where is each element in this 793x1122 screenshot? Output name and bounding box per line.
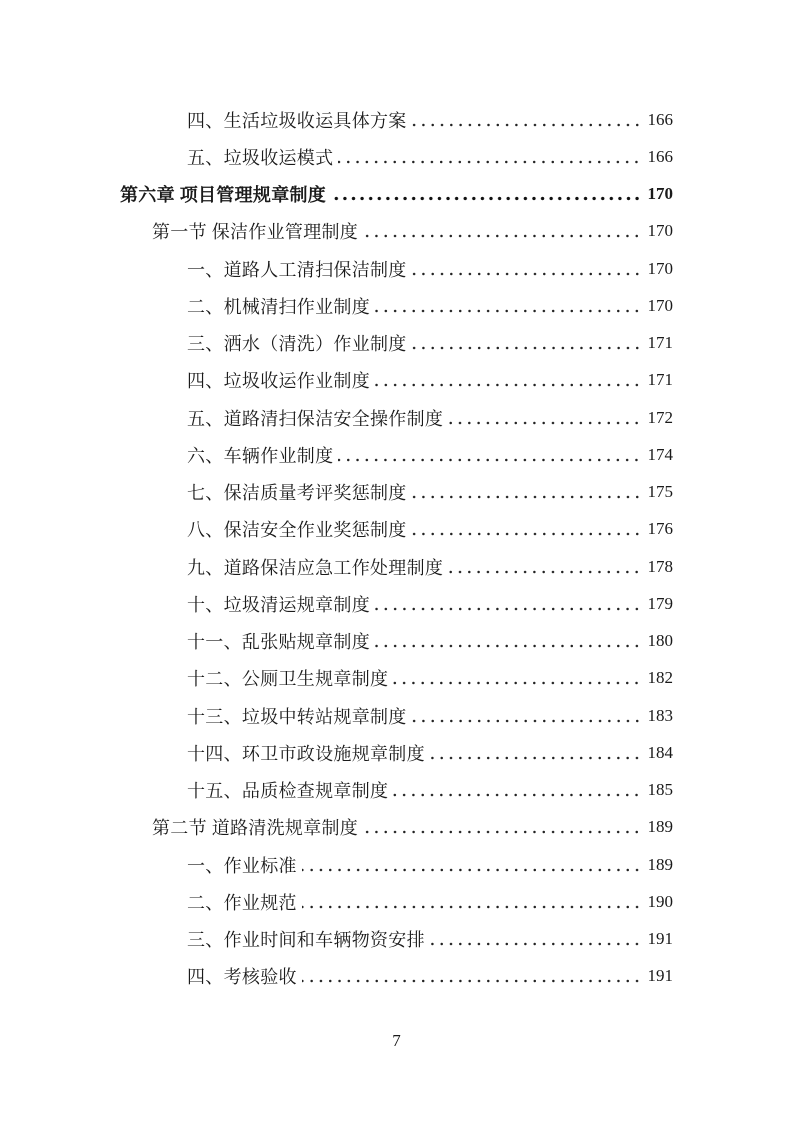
toc-dot-leader [412,709,642,723]
toc-dot-leader [338,448,641,462]
toc-entry-title: 十二、公厕卫生规章制度 [187,669,389,690]
toc-dot-leader [338,150,641,164]
toc-entry-title: 十三、垃圾中转站规章制度 [187,706,407,727]
toc-dot-leader [331,187,641,201]
toc-chapter-entry [0,176,673,213]
toc-dot-leader [302,858,642,872]
toc-entry-page-number: 184 [647,742,673,762]
toc-entry-title: 五、道路清扫保洁安全操作制度 [187,408,444,429]
toc-entry-page-number: 189 [647,854,673,874]
toc-entry-title: 四、垃圾收运作业制度 [187,371,370,392]
toc-entry-page-number: 170 [647,184,673,204]
toc-entry [0,250,673,287]
toc-entry [0,548,673,585]
toc-dot-leader [393,671,641,685]
toc-entry-page-number: 190 [647,891,673,911]
toc-entry [0,734,673,771]
table-of-contents [0,101,673,995]
toc-entry-title: 二、机械清扫作业制度 [187,296,370,317]
toc-dot-leader [448,411,641,425]
toc-section-entry [0,809,673,846]
toc-dot-leader [430,746,642,760]
toc-entry-title: 三、作业时间和车辆物资安排 [187,930,425,951]
toc-dot-leader [375,299,642,313]
toc-entry-title: 九、道路保洁应急工作处理制度 [187,557,444,578]
toc-entry [0,436,673,473]
toc-dot-leader [363,224,641,238]
toc-entry-page-number: 166 [647,109,673,129]
toc-entry [0,883,673,920]
toc-entry-page-number: 170 [647,295,673,315]
toc-entry-title: 三、洒水（清洗）作业制度 [187,334,407,355]
toc-entry-page-number: 170 [647,221,673,241]
toc-dot-leader [412,485,642,499]
toc-entry-title: 六、车辆作业制度 [187,445,334,466]
toc-section-entry [0,213,673,250]
toc-entry-title: 第一节 保洁作业管理制度 [152,222,359,243]
toc-entry-title: 十五、品质检查规章制度 [187,781,389,802]
toc-dot-leader [412,113,642,127]
toc-entry-page-number: 182 [647,668,673,688]
toc-entry [0,287,673,324]
toc-entry-page-number: 185 [647,780,673,800]
toc-entry-page-number: 166 [647,146,673,166]
toc-entry-page-number: 174 [647,444,673,464]
toc-dot-leader [375,634,642,648]
toc-entry-page-number: 172 [647,407,673,427]
toc-entry-page-number: 170 [647,258,673,278]
toc-entry-page-number: 171 [647,370,673,390]
toc-entry-page-number: 191 [647,929,673,949]
toc-entry-title: 七、保洁质量考评奖惩制度 [187,483,407,504]
toc-entry-page-number: 189 [647,817,673,837]
toc-dot-leader [375,597,642,611]
toc-entry-title: 二、作业规范 [187,892,297,913]
toc-entry [0,623,673,660]
toc-entry [0,772,673,809]
toc-entry [0,697,673,734]
toc-dot-leader [375,373,642,387]
toc-entry-title: 一、作业标准 [187,855,297,876]
toc-entry-page-number: 171 [647,333,673,353]
toc-entry-page-number: 180 [647,631,673,651]
toc-entry-title: 第六章 项目管理规章制度 [120,185,327,206]
toc-entry [0,362,673,399]
toc-entry [0,511,673,548]
toc-entry-title: 四、生活垃圾收运具体方案 [187,110,407,131]
toc-entry-page-number: 176 [647,519,673,539]
toc-entry-title: 八、保洁安全作业奖惩制度 [187,520,407,541]
toc-dot-leader [448,560,641,574]
toc-entry-title: 十一、乱张贴规章制度 [187,632,370,653]
toc-dot-leader [302,969,642,983]
toc-entry-title: 十四、环卫市政设施规章制度 [187,743,425,764]
toc-entry [0,660,673,697]
toc-entry-page-number: 191 [647,966,673,986]
toc-entry-title: 五、垃圾收运模式 [187,147,334,168]
toc-entry [0,846,673,883]
toc-entry [0,138,673,175]
toc-entry-title: 一、道路人工清扫保洁制度 [187,259,407,280]
toc-entry-page-number: 183 [647,705,673,725]
toc-entry [0,101,673,138]
toc-dot-leader [302,895,642,909]
toc-entry [0,958,673,995]
toc-dot-leader [393,783,641,797]
toc-entry [0,399,673,436]
toc-entry [0,921,673,958]
toc-entry-title: 十、垃圾清运规章制度 [187,594,370,615]
page-number: 7 [392,1031,401,1050]
toc-dot-leader [430,932,642,946]
toc-entry [0,325,673,362]
toc-entry-page-number: 178 [647,556,673,576]
toc-entry-title: 第二节 道路清洗规章制度 [152,818,359,839]
toc-entry [0,585,673,622]
toc-entry [0,474,673,511]
toc-dot-leader [363,820,641,834]
toc-dot-leader [412,522,642,536]
toc-entry-title: 四、考核验收 [187,967,297,988]
toc-dot-leader [412,262,642,276]
toc-entry-page-number: 179 [647,593,673,613]
toc-entry-page-number: 175 [647,482,673,502]
toc-dot-leader [412,336,642,350]
